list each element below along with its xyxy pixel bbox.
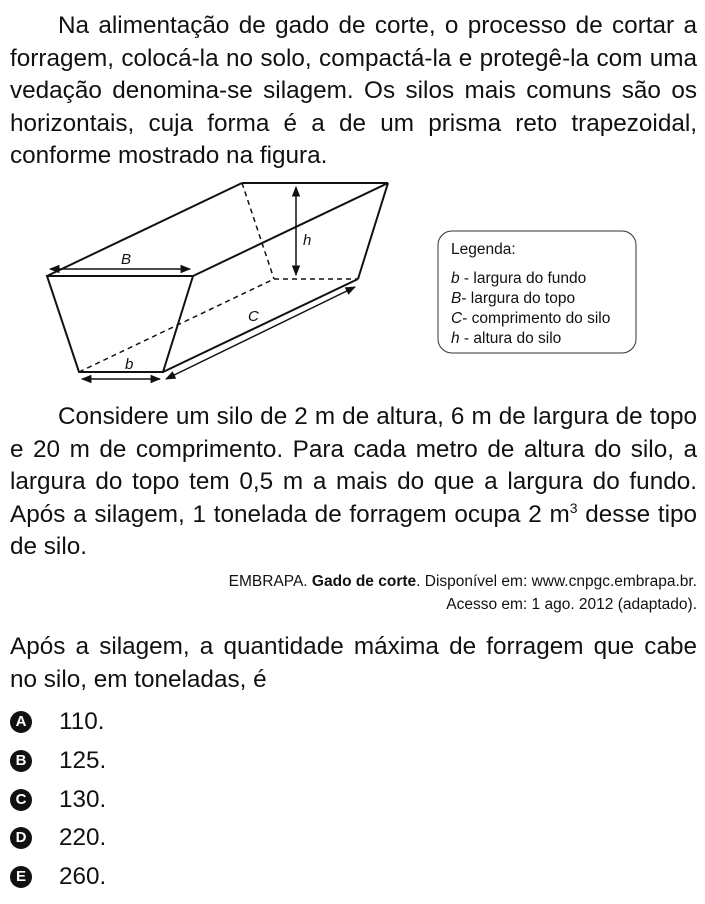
option-a-badge: A	[10, 711, 32, 733]
hidden-bottom-left-edge	[79, 279, 274, 372]
label-B: B	[121, 251, 132, 268]
option-e-badge: E	[10, 866, 32, 888]
legend-box	[438, 231, 636, 353]
consider-superscript: 3	[569, 499, 578, 516]
label-h: h	[303, 232, 312, 249]
option-b-badge: B	[10, 750, 32, 772]
label-b: b	[125, 356, 134, 373]
consider-text: Considere um silo de 2 m de altura, 6 m de largura de topo e 20 m de comprimento. Para cada metro de altura do silo, a largura do topo tem 0,5 m a mais do que a largura do fundo. Após a silagem, 1 tonelada de forragem ocupa 2 m	[10, 403, 697, 528]
source-line-1	[97, 570, 697, 593]
option-d-value: 220.	[59, 824, 107, 851]
source-title: Gado de corte	[311, 573, 417, 590]
option-a-value: 110.	[59, 708, 105, 735]
consider-paragraph	[10, 401, 697, 564]
option-c-badge: C	[10, 789, 32, 811]
source-org: EMBRAPA.	[228, 573, 312, 590]
dimension-arrows	[50, 187, 355, 379]
back-right-edge	[358, 183, 388, 279]
question-text: Após a silagem, a quantidade máxima de forragem que cabe no silo, em toneladas, é	[10, 633, 697, 693]
prism-diagram	[0, 175, 705, 400]
legend-item-h: h - altura do silo	[451, 330, 562, 347]
source-citation	[97, 570, 697, 616]
silo-figure	[0, 175, 705, 400]
legend-title: Legenda:	[451, 241, 516, 258]
bottom-right-edge	[163, 279, 358, 372]
option-b-value: 125.	[59, 747, 107, 774]
front-trapezoid	[47, 276, 193, 372]
legend-item-C: C- comprimento do silo	[451, 310, 611, 327]
top-left-edge	[47, 183, 242, 276]
legend-item-B: B- largura do topo	[451, 290, 576, 307]
source-url: . Disponível em: www.cnpgc.embrapa.br.	[416, 573, 697, 590]
prism-solid-edges	[47, 183, 388, 372]
intro-paragraph: Na alimentação de gado de corte, o processo de cortar a forragem, colocá-la no solo, compactá-la e protegê-la com uma vedação denomina-se silagem. Os silos mais comuns são os horizontais, cuja forma é a de um prisma reto trapezoidal, conforme mostrado na figura.	[10, 12, 697, 169]
top-right-edge	[193, 183, 388, 276]
option-c-value: 130.	[59, 786, 107, 813]
option-d-badge: D	[10, 827, 32, 849]
label-C: C	[248, 308, 259, 325]
hidden-back-left-edge	[242, 183, 274, 279]
prism-hidden-edges	[79, 183, 358, 372]
legend-item-b: b - largura do fundo	[451, 270, 587, 287]
source-line-2: Acesso em: 1 ago. 2012 (adaptado).	[446, 596, 697, 613]
option-e-value: 260.	[59, 863, 107, 890]
dim-C-arrow	[166, 287, 355, 379]
consider-text-end: desse tipo de silo.	[10, 500, 698, 560]
